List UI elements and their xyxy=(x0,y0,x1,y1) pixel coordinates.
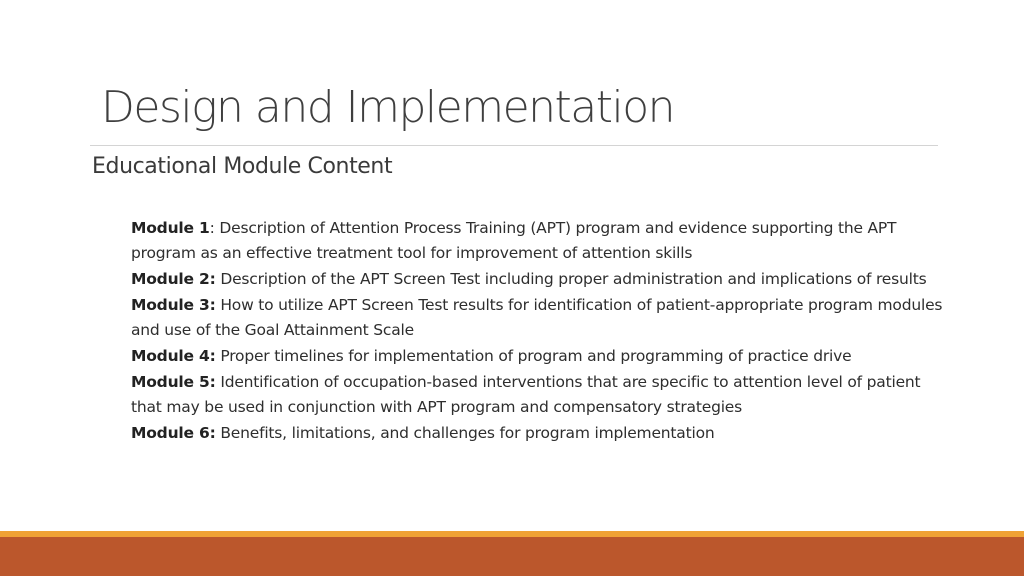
module-description: Benefits, limitations, and challenges for program implementation xyxy=(215,424,715,442)
module-label: Module 3: xyxy=(131,296,216,314)
module-description: Proper timelines for implementation of program and programming of practice drive xyxy=(215,347,852,365)
slide-subtitle: Educational Module Content xyxy=(92,154,393,179)
footer-bar xyxy=(0,537,1024,576)
module-item-1 xyxy=(131,216,951,266)
title-divider xyxy=(90,145,938,146)
module-item-3 xyxy=(131,293,951,343)
module-item-5 xyxy=(131,370,951,420)
module-label: Module 2: xyxy=(131,270,216,288)
module-description: Identification of occupation-based interventions that are specific to attention level of patient that may be used in conjunction with APT program and compensatory strategies xyxy=(131,373,921,416)
module-item-6 xyxy=(131,421,951,446)
module-label: Module 4: xyxy=(131,347,216,365)
module-description: Description of the APT Screen Test including proper administration and implications of results xyxy=(215,270,927,288)
module-list xyxy=(131,216,951,447)
module-description: How to utilize APT Screen Test results for identification of patient-appropriate program modules and use of the Goal Attainment Scale xyxy=(131,296,943,339)
slide-title: Design and Implementation xyxy=(101,82,675,133)
module-item-2 xyxy=(131,267,951,292)
module-item-4 xyxy=(131,344,951,369)
module-label: Module 6: xyxy=(131,424,216,442)
module-description: : Description of Attention Process Training (APT) program and evidence supporting the APT program as an effective treatment tool for improvement of attention skills xyxy=(131,219,897,262)
module-label: Module 1 xyxy=(131,219,210,237)
module-label: Module 5: xyxy=(131,373,216,391)
